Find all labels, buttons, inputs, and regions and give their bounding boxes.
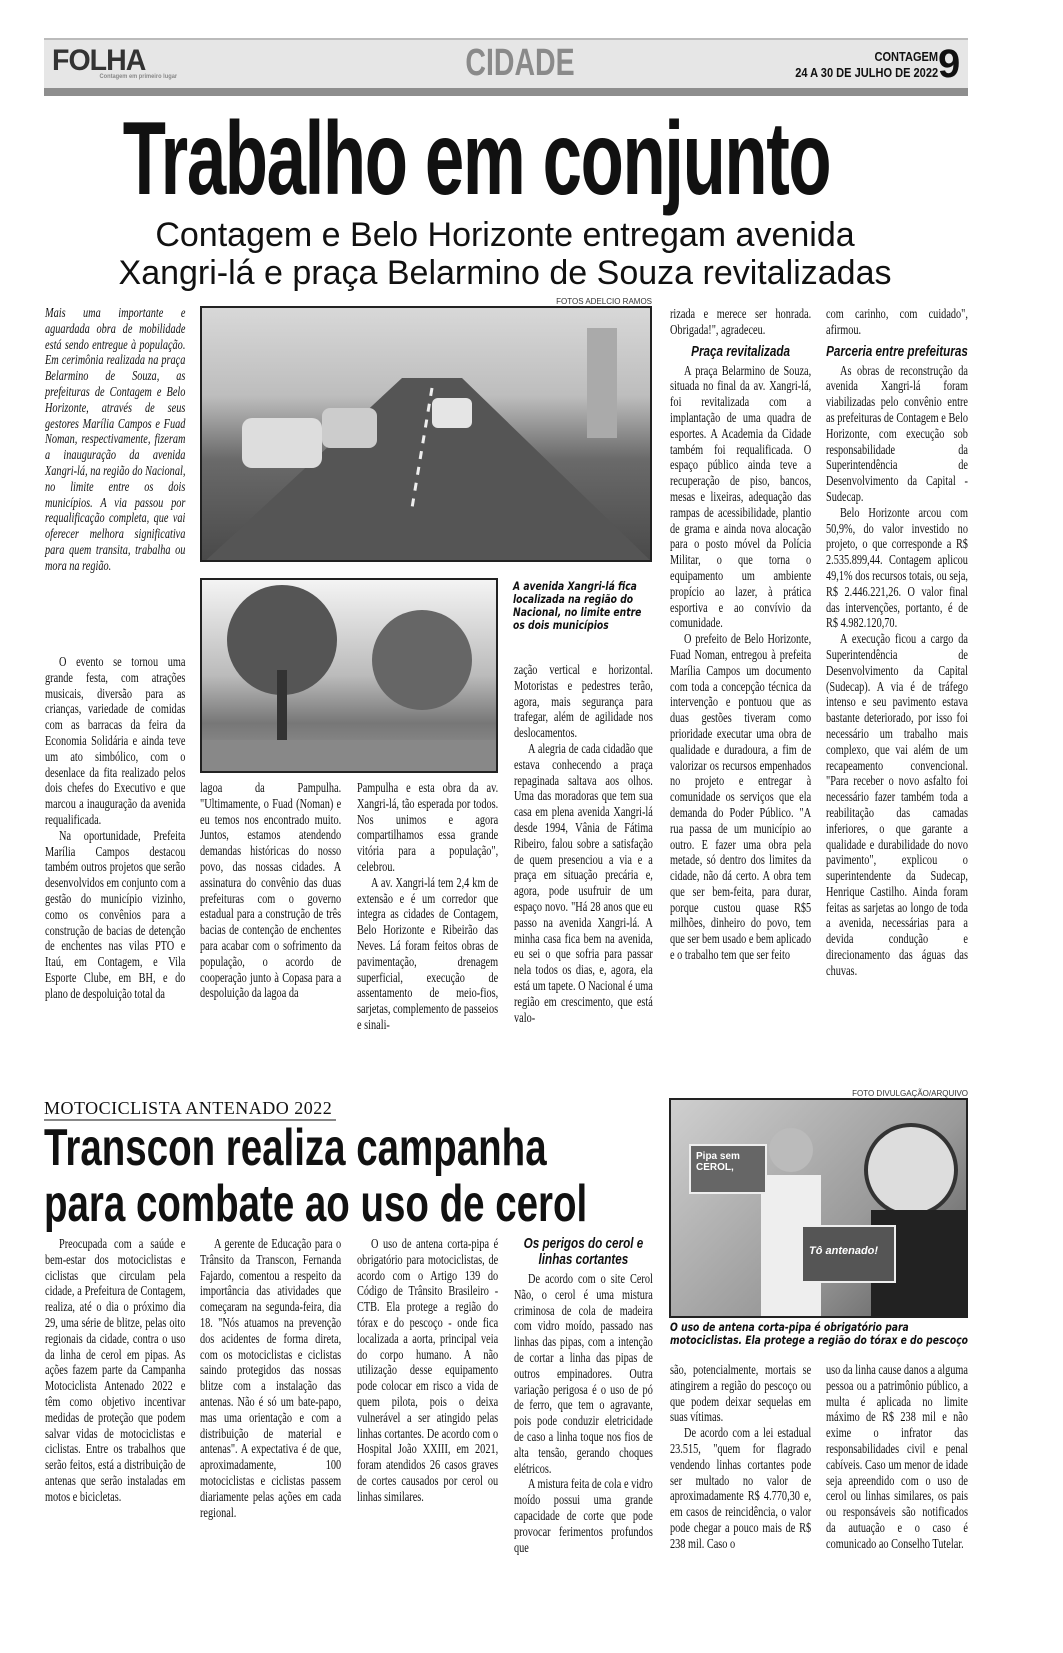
article-column-1 — [45, 1236, 185, 1505]
photo-caption: O uso de antena corta-pipa é obrigatório para motociclistas. Ela protege a região do tórax e do pescoço — [670, 1320, 968, 1347]
headline-line: Transcon realiza campanha — [44, 1119, 547, 1177]
paragraph: A mistura feita de cola e vidro moído possui uma grande capacidade de corte que pode provocar ferimentos profundos que — [514, 1476, 653, 1555]
logo-text: FOLHA — [52, 44, 146, 77]
article-column-5 — [670, 306, 811, 963]
subhead: Praça revitalizada — [691, 342, 791, 360]
article-column-3 — [357, 780, 498, 1033]
edition-date: 24 A 30 DE JULHO DE 2022 — [795, 65, 938, 80]
photo-credit: FOTO DIVULGAÇÃO/ARQUIVO — [852, 1089, 968, 1098]
lead-text: Mais uma importante e aguardada obra de mobilidade está sendo entregue à população. Em cerimônia realizada na praça Belarmino de Souza, as prefeituras de Contagem e Belo Horizonte, através de seus gestores Marília Campos e Fuad Noman, respectivamente, fizeram a inauguração da avenida Xangri-lá, na região do Nacional, no limite entre os dois municípios. A via passou por requalificação completa, que vai oferecer melhora significativa para quem transita, trabalha ou mora na região. — [45, 305, 186, 573]
sign-antenado: Tô antenado! — [801, 1225, 896, 1283]
logo-tagline: Contagem em primeiro lugar — [99, 74, 178, 80]
paragraph: O evento se tornou uma grande festa, com atrações musicais, diversão para as crianças, variedade de comidas com as barracas da feira da Economia Solidária e ainda teve um ato simbólico, com o desenlace da fita realizado pelos dois chefes do Executivo e que marcou a inauguração da avenida requalificada. — [45, 654, 186, 827]
edition-city: CONTAGEM — [874, 49, 938, 64]
lead-paragraph — [45, 305, 185, 574]
headline-2 — [44, 1119, 588, 1233]
section-name: CIDADE — [465, 42, 575, 84]
photo-credit: FOTOS ADELCIO RAMOS — [556, 297, 652, 306]
paragraph: zação vertical e horizontal. Motoristas e pedestres terão, agora, mais segurança para trafegar, além de agilidade nos deslocamentos. — [514, 662, 653, 741]
paragraph: Belo Horizonte arcou com 50,9%, do valor investido no projeto, o que corresponde a R$ 2.535.899,44. Contagem aplicou 49,1% dos recursos totais, ou seja, R$ 2.446.221,26. O valor final das intervenções, portanto, é de R$ 4.982.120,70. — [826, 504, 968, 631]
article-column-6 — [826, 1362, 968, 1552]
photo-caption: A avenida Xangri-lá fica localizada na região do Nacional, no limite entre os dois municípios — [513, 579, 642, 632]
avenue-illustration — [202, 308, 652, 562]
subheadline-line: Contagem e Belo Horizonte entregam avenida — [155, 216, 855, 254]
article-column-2 — [200, 1236, 341, 1520]
paragraph: O prefeito de Belo Horizonte, Fuad Noman, entregou à prefeita Marília Campos um documento com toda a concepção técnica da intervenção e pontuou que as duas gestões tiveram como prioridade executar uma obra de qualidade e duradoura, a fim de valorizar os recursos empenhados no projeto e entregar à comunidade os serviços que ela demanda do Poder Público. "A rua passa de um município ao outro. E fazer uma obra pela metade, só dentro dos limites da cidade, não dá certo. A obra tem que ser bem-feita, para durar, porque custou quase R$5 milhões, dinheiro do povo, tem que ser bem usado e bem aplicado e o trabalho tem que ser feito — [670, 631, 812, 963]
subheadline — [40, 216, 970, 292]
paragraph: com carinho, com cuidado", afirmou. — [826, 306, 968, 337]
article-column-4 — [514, 662, 653, 1025]
paragraph: A execução ficou a cargo da Superintendência de Desenvolvimento da Capital (Sudecap). A via é de tráfego intenso e seu pavimento estava bastante deteriorado, por isso foi necessário um trabalho mais complexo, que vai além de um recapeamento convencional. "Para receber o novo asfalto foi necessário fazer também toda a reabilitação das camadas inferiores, o que garante a qualidade e durabilidade do novo pavimento", explicou o superintendente da Sudecap, Henrique Castilho. Ainda foram feitas as sarjetas ao longo de toda a avenida, necessárias para a devida condução e direcionamento das águas das chuvas. — [826, 631, 968, 978]
subhead: Parceria entre prefeituras — [826, 342, 968, 360]
paragraph: Preocupada com a saúde e bem-estar dos motociclistas e ciclistas que circulam pela cidade, a Prefeitura de Contagem, realiza, até o dia o próximo dia 29, uma série de blitze, pelas oito regionais da cidade, contra o uso da linha de cerol em pipas. As ações fazem parte da Campanha Motociclista Antenado 2022 e têm como objetivo incentivar medidas de proteção que podem salvar vidas de motociclistas e ciclistas. Entre os trabalhos que serão feitos, está a distribuição de antenas que serão instaladas em motos e bicicletas. — [45, 1236, 186, 1504]
article-column-6 — [826, 306, 968, 979]
subhead: Os perigos do cerol e linhas cortantes — [523, 1235, 644, 1268]
paragraph: A alegria de cada cidadão que estava conhecendo a praça repaginada saltava aos olhos. Uma das moradoras que tem sua casa em plena avenida Xangri-lá desde 1994, Vânia de Fátima Ribeiro, falou sobre a satisfação de quem presenciou a via e a praça em situação precária e, agora, pode usufruir de um espaço novo. "Há 28 anos que eu passo na avenida Xangri-lá. A minha casa fica bem na avenida, eu sei o que sofria para passar nela todos os dias, e, agora, ela está um tapete. O Nacional é uma região em crescimento, que está valo- — [514, 740, 653, 1025]
headline: Trabalho em conjunto — [122, 101, 831, 217]
paragraph: A praça Belarmino de Souza, situada no final da av. Xangri-lá, foi revitalizada com a implantação de uma quadra de esportes. A Academia da Cidade também foi requalificada. O espaço público ainda teve a recuperação de piso, bancos, mesas e lixeiras, adequação das rampas de acessibilidade, plantio de grama e ainda nova alocação para o posto móvel da Polícia Militar, o que torna o equipamento um ambiente propício ao lazer, à prática esportiva e ao convívio da comunidade. — [670, 362, 812, 631]
article-column-3 — [357, 1236, 498, 1505]
trees-illustration — [202, 580, 498, 773]
paragraph: uso da linha cause danos a alguma pessoa ou a patrimônio público, a multa é aplicada no limite máximo de R$ 238 mil e não exime o infrator das responsabilidades civil e penal cabíveis. Caso um menor de idade seja apreendido com o uso de cerol ou linhas similares, os pais ou responsáveis são notificados da autuação e o caso é comunicado ao Conselho Tutelar. — [826, 1362, 968, 1551]
paragraph: Na oportunidade, Prefeita Marília Campos destacou também outros projetos que serão desenvolvidos em conjunto com a gestão do município vizinho, como os convênios para a construção de bacias de detenção de enchentes nas vilas PTO e Itaú, em Contagem, e Vila Esporte Clube, em BH, e do plano de despoluição total da — [45, 827, 186, 1001]
masthead-rule — [44, 88, 968, 96]
avenue-photo — [200, 306, 652, 562]
article-column-2 — [200, 780, 341, 1001]
page-number: 9 — [938, 42, 961, 86]
paragraph: As obras de reconstrução da avenida Xangri-lá foram viabilizadas pelo convênio entre as prefeituras de Contagem e Belo Horizonte, com execução sob responsabilidade da Superintendência de Desenvolvimento da Capital - Sudecap. — [826, 362, 968, 504]
paragraph: rizada e merece ser honrada. Obrigada!", agradeceu. — [670, 306, 812, 337]
paragraph: De acordo com a lei estadual 23.515, "quem for flagrado vendendo linhas cortantes pode ser multado no valor de aproximadamente R$ 4.770,30 e, em casos de reincidência, o valor pode chegar a pouco mais de R$ 238 mil. Caso o — [670, 1425, 812, 1551]
paragraph: A gerente de Educação para o Trânsito da Transcon, Fernanda Fajardo, comentou a respeito da importância das atividades que começaram na segunda-feira, dia 18. "Nós atuamos na prevenção dos acidentes de forma direta, com os motociclistas e ciclistas saindo protegidos das nossas blitze com a instalação das antenas. Não é só um bate-papo, mas uma orientação e com a distribuição de material e antenas". A expectativa é de que, aproximadamente, 100 motociclistas e ciclistas passem diariamente pelas ações em cada regional. — [200, 1236, 342, 1520]
paragraph: lagoa da Pampulha. "Ultimamente, o Fuad (Noman) e eu temos nos encontrado muito. Juntos, estamos atendendo demandas históricas do nosso povo, das nossas cidades. A assinatura do convênio das duas prefeituras com o governo estadual para a construção de três bacias de contenção de enchentes para acabar com o sofrimento da população, o acordo de cooperação junto à Copasa para a despoluição da lagoa da — [200, 780, 342, 1001]
newspaper-logo — [52, 44, 177, 80]
paragraph: De acordo com o site Cerol Não, o cerol é uma mistura criminosa de cola de madeira com vidro moído, passado nas linhas das pipas, com a intenção de cortar a linha das pipas de outros empinadores. Outra variação perigosa é o uso de pó de ferro, que tem o agravante, pois pode conduzir eletricidade de caso a linha toque nos fios de alta tensão, gerando choques elétricos. — [514, 1271, 653, 1476]
paragraph: Pampulha e esta obra da av. Xangri-lá, tão esperada por todos. Nos unimos e agora compartilhamos essa grande vitória para a população", celebrou. — [357, 780, 499, 874]
sign-no-cerol: Pipa sem CEROL, — [689, 1144, 767, 1194]
people-illustration — [671, 1100, 968, 1318]
square-photo — [200, 578, 498, 773]
paragraph: são, potencialmente, mortais se atingirem a região do pescoço ou que podem deixar sequelas em suas vítimas. — [670, 1362, 812, 1425]
paragraph: O uso de antena corta-pipa é obrigatório para motociclistas, de acordo com o Artigo 139 do Código de Trânsito Brasileiro - CTB. Ela protege a região do tórax e do pescoço - onde fica localizada a aorta, principal veia do corpo humano. A não utilização desse equipamento pode colocar em risco a vida de quem pilota, pois o deixa vulnerável a ser atingido pelas linhas cortantes. De acordo com o Hospital João XXIII, em 2021, foram atendidos 26 casos graves de cortes causados por cerol ou linhas similares. — [357, 1236, 499, 1504]
edition-info — [795, 49, 938, 81]
kicker: MOTOCICLISTA ANTENADO 2022 — [44, 1098, 336, 1121]
article-column-4 — [514, 1236, 653, 1555]
subheadline-line: Xangri-lá e praça Belarmino de Souza revitalizadas — [118, 254, 892, 292]
paragraph: A av. Xangri-lá tem 2,4 km de extensão e é um corredor que integra as cidades de Contagem, Belo Horizonte e Ribeirão das Neves. Lá foram feitos obras de pavimentação, drenagem superficial, execução de assentamento de meio-fios, sarjetas, complemento de passeios e sinali- — [357, 874, 499, 1032]
headline-line: para combate ao uso de cerol — [44, 1175, 588, 1233]
campaign-photo — [669, 1098, 968, 1318]
article-column-5 — [670, 1362, 811, 1552]
article-column-1 — [45, 654, 185, 1002]
